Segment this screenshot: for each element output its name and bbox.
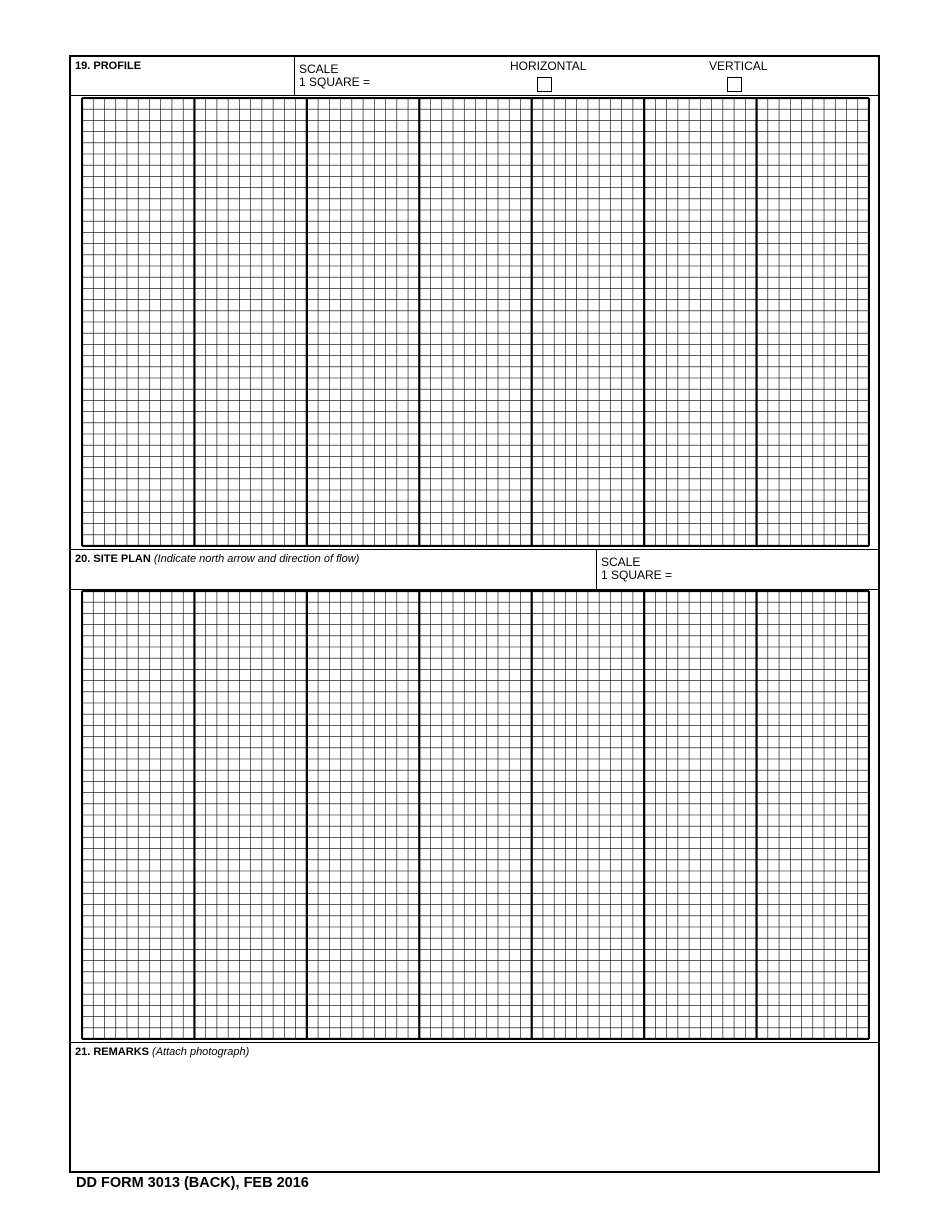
profile-heading: PROFILE (93, 60, 142, 72)
horizontal-checkbox[interactable] (537, 77, 552, 92)
remarks-area[interactable] (71, 1061, 878, 1171)
site-plan-heading: SITE PLAN (93, 553, 151, 565)
profile-number: 19. (75, 60, 91, 72)
site-plan-scale-label: SCALE (601, 555, 641, 569)
site-plan-instruction: (Indicate north arrow and direction of flow) (153, 553, 360, 565)
site-plan-header-divider (596, 549, 597, 589)
site-plan-grid[interactable] (81, 590, 870, 1040)
site-plan-number: 20. (75, 553, 91, 565)
form-footer: DD FORM 3013 (BACK), FEB 2016 (76, 1175, 309, 1191)
profile-scale-label: SCALE (299, 62, 339, 76)
profile-title (75, 60, 141, 73)
site-plan-scale-square: 1 SQUARE = (601, 568, 673, 582)
profile-header-divider (294, 57, 295, 95)
site-plan-title (75, 553, 359, 566)
vertical-checkbox[interactable] (727, 77, 742, 92)
remarks-title (75, 1046, 249, 1059)
profile-header-bottom (71, 95, 878, 96)
vertical-label: VERTICAL (709, 59, 768, 73)
profile-scale-square: 1 SQUARE = (299, 75, 371, 89)
remarks-heading: REMARKS (93, 1046, 149, 1058)
remarks-number: 21. (75, 1046, 91, 1058)
remarks-top (71, 1042, 878, 1043)
profile-grid[interactable] (81, 97, 870, 547)
site-plan-header-top (71, 549, 878, 550)
remarks-instruction: (Attach photograph) (152, 1046, 250, 1058)
horizontal-label: HORIZONTAL (510, 59, 587, 73)
